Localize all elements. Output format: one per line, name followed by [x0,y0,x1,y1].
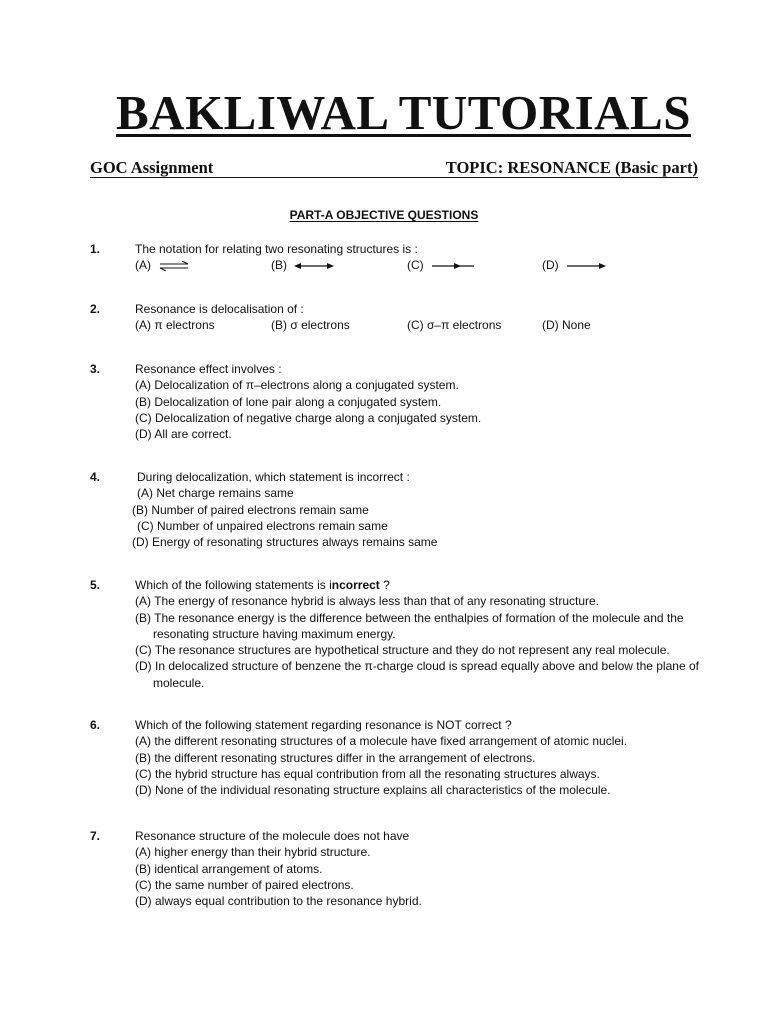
option-b: (B) Delocalization of lone pair along a conjugated system. [135,394,442,409]
option-c: (C) the hybrid structure has equal contribution from all the resonating structures always. [135,766,600,781]
option-a: (A) The energy of resonance hybrid is always less than that of any resonating structure. [135,594,600,609]
option-b: (B) the different resonating structures differ in the arrangement of electrons. [135,750,536,765]
question-stem: The notation for relating two resonating structures is : [135,242,418,256]
question-stem: Resonance effect involves : [135,362,282,376]
question-body [135,301,715,334]
question-stem: Resonance structure of the molecule does not have [135,829,410,843]
option-b: (B) Number of paired electrons remain same [132,502,369,517]
double-headed-arrow-icon [294,261,334,271]
option-d: (D) Energy of resonating structures always remains same [132,535,438,550]
option-c: (C) σ–π electrons [407,318,502,333]
question-stem: Resonance is delocalisation of : [135,302,304,316]
question-body [135,828,715,909]
option-c: (C) Delocalization of negative charge along a conjugated system. [135,410,482,425]
single-arrow-with-bar-icon [431,261,475,271]
option-row [135,317,715,333]
stem-text: ? [379,578,390,592]
option-label: (C) [407,258,424,273]
option-label: (D) [542,258,559,273]
question-body [135,717,715,798]
option-d: (D) In delocalized structure of benzene the π-charge cloud is spread equally above and below the plane of molecule. [135,659,699,690]
stem-emphasis: ncorrect [331,578,380,592]
question-number: 5. [90,578,101,592]
section-heading: PART-A OBJECTIVE QUESTIONS [289,208,479,222]
question-number: 1. [90,242,101,256]
option-c [407,257,475,273]
assignment-label: GOC Assignment [90,158,214,177]
option-a: (A) Net charge remains same [137,486,294,501]
header-row [90,158,698,180]
question-number: 3. [90,362,101,376]
option-a: (A) Delocalization of π–electrons along a conjugated system. [135,378,459,393]
option-label: (B) [271,258,287,273]
question-body [135,577,715,691]
option-b: (B) identical arrangement of atoms. [135,861,323,876]
option-b: (B) The resonance energy is the difference between the enthalpies of formation of the molecule and the resonating structure having maximum energy. [135,610,684,641]
option-d: (D) All are correct. [135,427,232,442]
option-c: (C) the same number of paired electrons. [135,877,354,892]
option-d [542,257,606,273]
question-body [135,361,715,442]
stem-text: Which of the following statements is i [135,578,332,592]
question-number: 7. [90,829,101,843]
question-body [135,241,715,274]
header-underline [90,177,698,178]
option-row [135,257,715,273]
option-b [271,257,334,273]
question-stem [135,577,715,593]
option-d: (D) always equal contribution to the resonance hybrid. [135,894,422,909]
equilibrium-arrows-icon [158,261,190,271]
question-stem: During delocalization, which statement is incorrect : [137,470,410,484]
topic-label: TOPIC: RESONANCE (Basic part) [445,158,698,177]
option-c: (C) The resonance structures are hypothetical structure and they do not represent any real molecule. [135,643,670,658]
option-c: (C) Number of unpaired electrons remain same [137,518,388,533]
question-stem: Which of the following statement regarding resonance is NOT correct ? [135,718,512,732]
question-body [132,469,715,550]
option-a [135,257,190,273]
option-a: (A) higher energy than their hybrid structure. [135,845,371,860]
option-b: (B) σ electrons [271,318,350,333]
option-d: (D) None [542,318,591,333]
question-number: 2. [90,302,101,316]
document-title: BAKLIWAL TUTORIALS [116,85,691,140]
option-label: (A) [135,258,151,273]
question-number: 4. [90,470,101,484]
question-number: 6. [90,718,101,732]
right-arrow-icon [566,261,606,271]
option-a: (A) π electrons [135,318,215,333]
option-a: (A) the different resonating structures of a molecule have fixed arrangement of atomic nuclei. [135,734,628,749]
option-d: (D) None of the individual resonating structure explains all characteristics of the molecule. [135,783,611,798]
